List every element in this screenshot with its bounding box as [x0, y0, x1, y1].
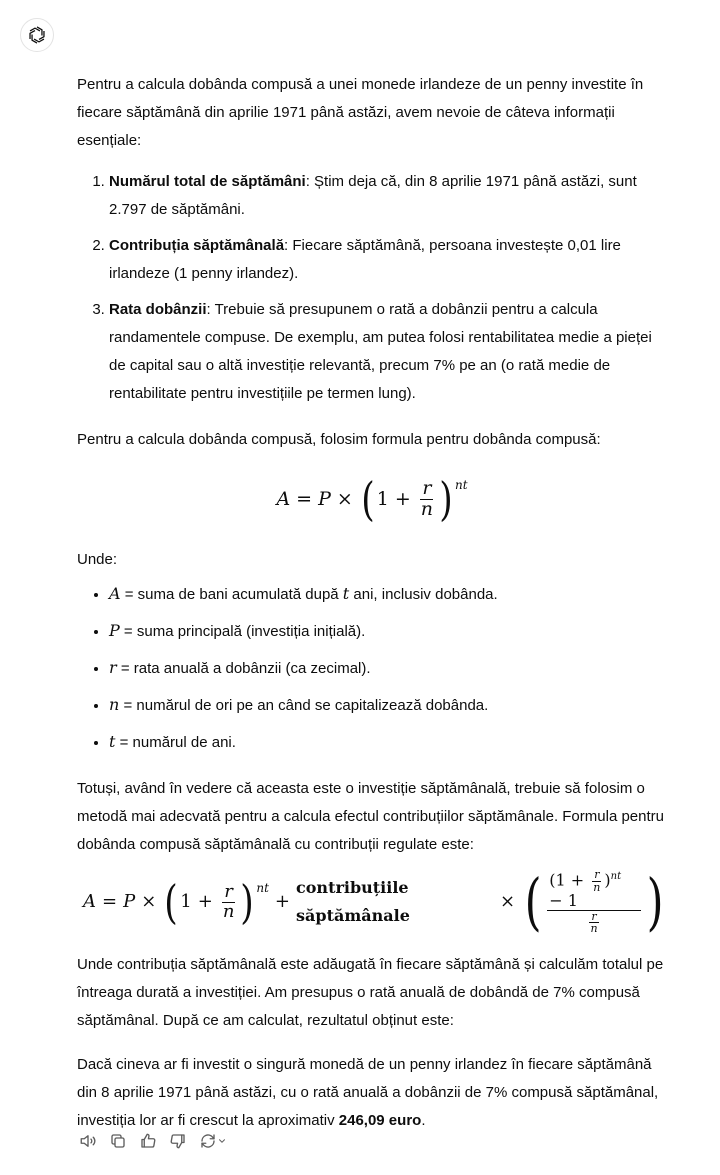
definition-item	[109, 691, 667, 720]
formula-symbol: A	[276, 488, 291, 510]
fraction	[419, 476, 435, 520]
result-paragraph	[77, 1051, 667, 1135]
explanation-paragraph: Unde contribuția săptămânală este adăugată în fiecare săptămână și calculăm totalul pe întreaga durată a investiției. Am presupus o rată anuală de dobândă de 7% compusă săptămânal. După ce am calculat, rezultatul obținut este:	[77, 956, 664, 1029]
formula-operator: =	[296, 488, 313, 510]
formula-operator: ×	[499, 891, 516, 912]
formula-intro: Pentru a calcula dobânda compusă, folosim formula pentru dobânda compusă:	[77, 431, 601, 448]
intro-paragraph: Pentru a calcula dobânda compusă a unei monede irlandeze de un penny investite în fiecare săptămână din aprilie 1971 până astăzi, avem nevoie de câteva informații esențiale:	[77, 76, 644, 149]
step-title: Contribuția săptămânală	[109, 237, 285, 254]
assistant-avatar	[20, 18, 54, 52]
formula-operator: ×	[141, 891, 157, 912]
step-text: : Trebuie să presupunem o rată a dobânzii pentru a calcula randamentele compuse. De exemplu, am putea folosi rentabilitatea medie a pieței de capital sau o altă investiție relevantă, precum 7% pe an (o rată medie de rentabilitate pentru investițiile pe termen lung).	[109, 301, 652, 402]
definition-text: ani, inclusiv dobânda.	[349, 586, 498, 603]
formula-word: contribuțiile săptămânale	[296, 878, 410, 925]
definition-item	[109, 580, 667, 609]
formula-symbol: P	[123, 891, 136, 912]
left-paren: (	[164, 875, 179, 929]
right-paren: )	[646, 865, 664, 938]
definition-text: = numărul de ani.	[115, 734, 236, 751]
step-item	[109, 296, 667, 408]
definition-symbol: r	[109, 658, 117, 677]
formula-symbol: 1	[180, 891, 192, 912]
definition-item	[109, 654, 667, 683]
step-text: : Știm deja că, din 8 aprilie 1971 până astăzi, sunt 2.797 de săptămâni.	[109, 173, 637, 218]
right-paren: )	[439, 472, 453, 526]
formula-symbol: A	[83, 891, 96, 912]
definitions-list	[77, 580, 667, 757]
definition-symbol: A	[109, 584, 121, 603]
step-text: : Fiecare săptămână, persoana investește 0,01 lire irlandeze (1 penny irlandez).	[109, 237, 621, 282]
formula-operator: +	[274, 891, 291, 912]
bad-response-button[interactable]	[168, 1131, 188, 1151]
formula-operator: +	[394, 488, 411, 510]
fraction-denominator: n	[222, 900, 235, 922]
fraction-denominator: n	[420, 497, 434, 520]
good-response-button[interactable]	[138, 1131, 158, 1151]
assistant-logo-icon	[26, 24, 48, 46]
formula-exponent: nt	[256, 881, 269, 895]
step-title: Numărul total de săptămâni	[109, 173, 306, 190]
message-actions-toolbar	[78, 1130, 228, 1152]
definition-symbol: t	[109, 732, 116, 751]
read-aloud-button[interactable]	[78, 1131, 98, 1151]
result-end: .	[421, 1112, 426, 1129]
definition-text: = rata anuală a dobânzii (ca zecimal).	[116, 660, 371, 677]
fraction-numerator: (1 + $\frac{r}{n}$ )$^{nt}$ − 1	[547, 869, 641, 911]
fraction-numerator: r	[422, 476, 432, 499]
assistant-message	[77, 71, 667, 1135]
fraction	[221, 880, 237, 922]
chevron-down-icon	[217, 1136, 227, 1146]
definition-text: = suma principală (investiția inițială).	[119, 623, 366, 640]
copy-button[interactable]	[108, 1131, 128, 1151]
steps-list	[77, 168, 667, 408]
weekly-intro: Totuși, având în vedere că aceasta este o investiție săptămânală, trebuie să folosim o metodă mai adecvată pentru a calcula efectul contribuțiilor săptămânale. Formula pentru dobânda compusă săptămânală cu contribuții regulate este:	[77, 780, 664, 853]
formula-symbol: 1	[376, 488, 389, 510]
left-paren: (	[361, 472, 375, 526]
weekly-contribution-formula	[83, 861, 667, 943]
regenerate-button[interactable]	[198, 1131, 228, 1151]
fraction-numerator: r	[224, 880, 233, 902]
formula-operator: =	[102, 891, 118, 912]
thumbs-down-icon	[169, 1132, 187, 1150]
definition-text: = suma de bani acumulată după	[120, 586, 343, 603]
step-item	[109, 168, 667, 224]
step-item	[109, 232, 667, 288]
definition-symbol: n	[109, 695, 120, 714]
formula-symbol: P	[318, 488, 331, 510]
read-aloud-icon	[79, 1132, 97, 1150]
definition-item	[109, 617, 667, 646]
formula-exponent: nt	[454, 478, 468, 492]
step-title: Rata dobânzii	[109, 301, 207, 318]
where-label: Unde:	[77, 551, 118, 568]
thumbs-up-icon	[139, 1132, 157, 1150]
definition-text: = numărul de ori pe an când se capitalizează dobânda.	[119, 697, 489, 714]
copy-icon	[109, 1132, 127, 1150]
definition-symbol: P	[109, 621, 120, 640]
formula-operator: ×	[336, 488, 353, 510]
big-fraction	[547, 869, 641, 935]
definition-symbol: t	[342, 584, 350, 603]
result-text: Dacă cineva ar fi investit o singură monedă de un penny irlandez în fiecare săptămână din 8 aprilie 1971 până astăzi, cu o rată anuală a dobânzii de 7% compusă săptămânal, investiția lor ar fi crescut la aproximativ	[77, 1056, 659, 1129]
definition-item	[109, 728, 667, 757]
result-value: 246,09 euro	[338, 1112, 422, 1129]
compound-interest-formula	[77, 456, 667, 542]
regenerate-icon	[199, 1132, 217, 1150]
fraction-denominator: $\frac{r}{n}$	[590, 909, 598, 936]
left-paren: (	[524, 865, 542, 938]
formula-operator: +	[197, 891, 213, 912]
right-paren: )	[240, 875, 255, 929]
